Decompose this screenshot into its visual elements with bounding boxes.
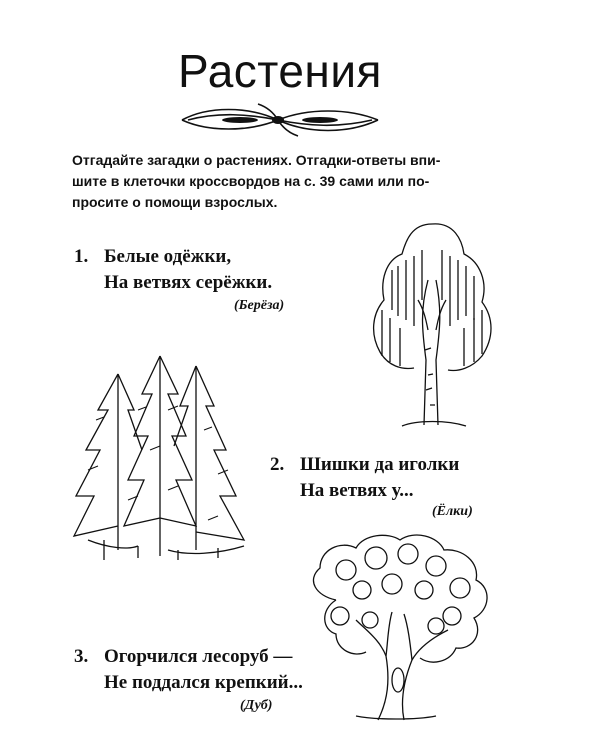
riddle-line: На ветвях серёжки. (104, 272, 273, 293)
fir-trees-icon (68, 350, 252, 564)
riddle-number: 2. (270, 454, 285, 475)
riddle-line: Белые одёжки, (104, 246, 232, 267)
intro-line: шите в клеточки кроссвордов на с. 39 сами или по- (72, 173, 430, 189)
page-title: Растения (178, 45, 382, 97)
riddle-answer: (Ёлки) (432, 504, 473, 519)
riddle-2 (270, 452, 459, 504)
decorative-divider (178, 100, 382, 138)
riddle-number: 1. (74, 246, 89, 267)
riddle-1 (74, 244, 272, 296)
riddle-line: На ветвях у... (300, 480, 414, 501)
riddle-answer: (Дуб) (240, 698, 273, 713)
intro-line: Отгадайте загадки о растениях. Отгадки-ответы впи- (72, 152, 441, 168)
riddle-number: 3. (74, 646, 89, 667)
birch-tree-icon (362, 210, 502, 430)
intro-paragraph (72, 150, 492, 213)
oak-tree-icon (296, 530, 496, 722)
intro-line: просите о помощи взрослых. (72, 194, 278, 210)
riddle-line: Огорчился лесоруб — (104, 646, 293, 667)
riddle-line: Не поддался крепкий... (104, 672, 303, 693)
riddle-answer: (Берёза) (234, 298, 285, 313)
riddle-line: Шишки да иголки (300, 454, 460, 475)
riddle-3 (74, 644, 303, 696)
